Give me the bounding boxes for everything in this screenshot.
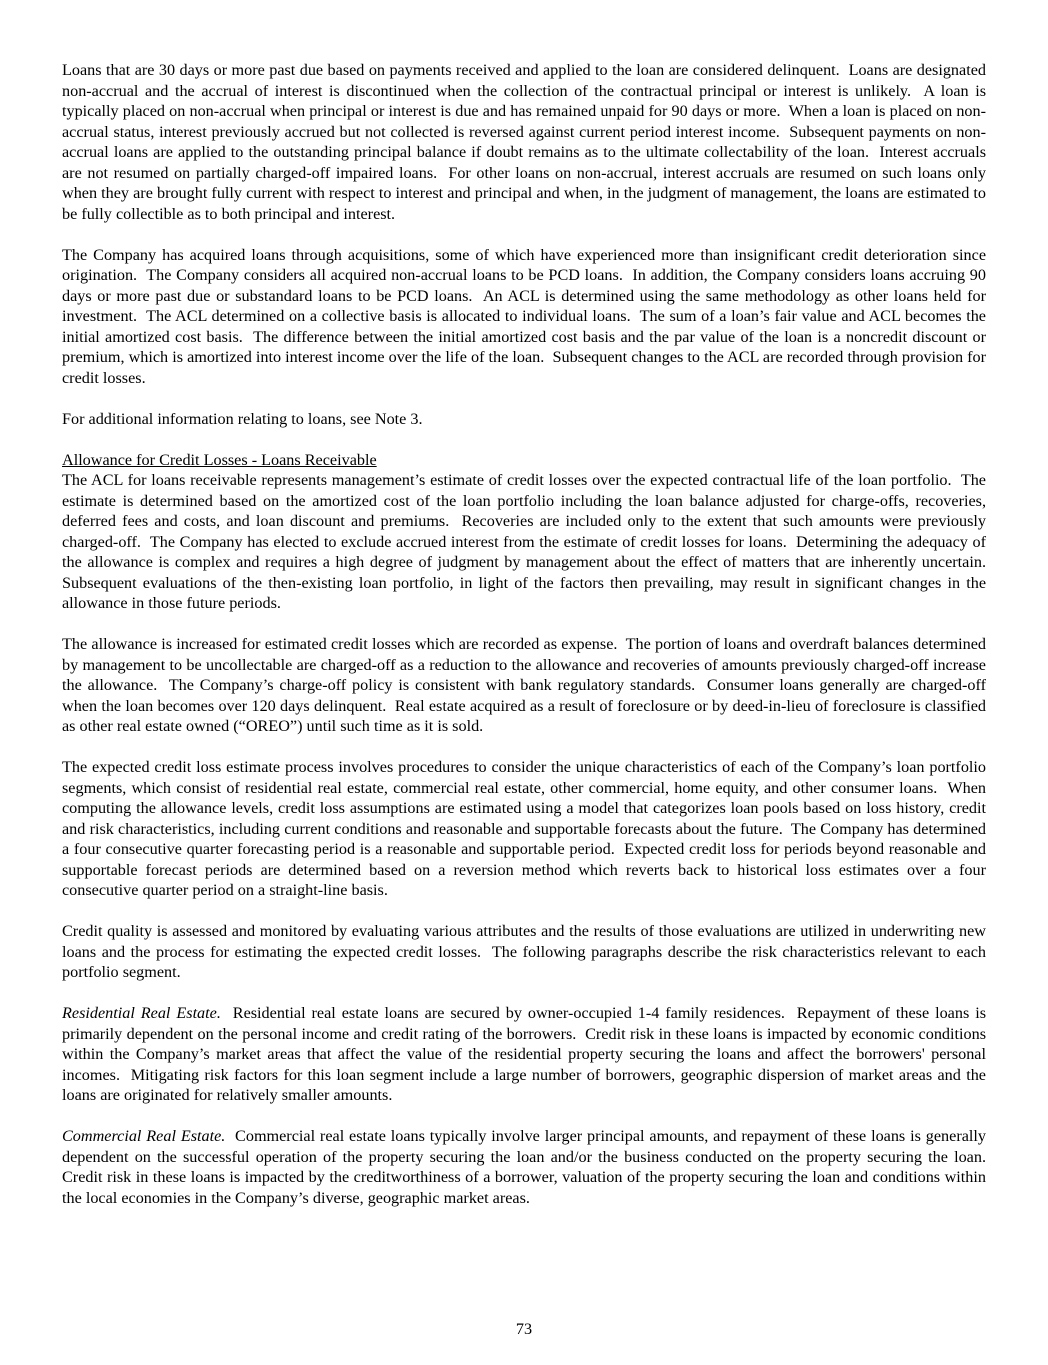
paragraph-pcd-loans: The Company has acquired loans through acquisitions, some of which have experienced more than insignificant credit deterioration since origination. The Company considers all acquired non-accrual loans to be PCD loans. In addition, the Company considers loans accruing 90 days or more past due or substandard loans to be PCD loans. An ACL is determined using the same methodology as other loans held for investment. The ACL determined on a collective basis is allocated to individual loans. The sum of a loan’s fair value and ACL becomes the initial amortized cost basis. The difference between the initial amortized cost basis and the par value of the loan is a noncredit discount or premium, which is amortized into interest income over the life of the loan. Subsequent changes to the ACL are recorded through provision for credit losses.	[62, 245, 991, 387]
page-number: 73	[515, 1319, 533, 1338]
commercial-real-estate-lead: Commercial Real Estate.	[62, 1127, 226, 1145]
paragraph-allowance-increase: The allowance is increased for estimated credit losses which are recorded as expense. The portion of loans and overdraft balances determined by management to be uncollectable are charged-off as a reduction to the allowance and recoveries of amounts previously charged-off increase the allowance. The Company’s charge-off policy is consistent with bank regulatory standards. Consumer loans generally are charged-off when the loan becomes over 120 days delinquent. Real estate acquired as a result of foreclosure or by deed-in-lieu of foreclosure is classified as other real estate owned (“OREO”) until such time as it is sold.	[62, 635, 991, 735]
residential-real-estate-lead: Residential Real Estate.	[62, 1004, 221, 1022]
section-heading-allowance-for-credit-losses: Allowance for Credit Losses - Loans Receivable	[62, 450, 377, 469]
paragraph-note-reference: For additional information relating to loans, see Note 3.	[62, 409, 423, 428]
paragraph-credit-quality: Credit quality is assessed and monitored by evaluating various attributes and the results of those evaluations are utilized in underwriting new loans and the process for estimating the expected credit losses. The following paragraphs describe the risk characteristics relevant to each portfolio segment.	[62, 922, 991, 981]
paragraph-delinquent-loans: Loans that are 30 days or more past due based on payments received and applied to the loan are considered delinquent. Loans are designated non-accrual and the accrual of interest is discontinued when the collection of the contractual principal or interest is unlikely. A loan is typically placed on non-accrual when principal or interest is due and has remained unpaid for 90 days or more. When a loan is placed on non-accrual status, interest previously accrued but not collected is reversed against current period interest income. Subsequent payments on non-accrual loans are applied to the outstanding principal balance if doubt remains as to the ultimate collectability of the loan. Interest accruals are not resumed on partially charged-off impaired loans. For other loans on non-accrual, interest accruals are resumed on such loans only when they are brought fully current with respect to interest and principal and when, in the judgment of management, the loans are estimated to be fully collectible as to both principal and interest.	[62, 61, 991, 223]
paragraph-acl-estimate: The ACL for loans receivable represents management’s estimate of credit losses over the expected contractual life of the loan portfolio. The estimate is determined based on the amortized cost of the loan portfolio including the loan balance adjusted for charge-offs, recoveries, deferred fees and costs, and loan discount and premiums. Recoveries are included only to the extent that such amounts were previously charged-off. The Company has elected to exclude accrued interest from the estimate of credit losses for loans. Determining the adequacy of the allowance is complex and requires a high degree of judgment by management about the effect of matters that are inherently uncertain. Subsequent evaluations of the then-existing loan portfolio, in light of the factors then prevailing, may result in significant changes in the allowance in those future periods.	[62, 471, 995, 612]
paragraph-expected-credit-loss-process: The expected credit loss estimate process involves procedures to consider the unique characteristics of each of the Company’s loan portfolio segments, which consist of residential real estate, commercial real estate, other commercial, home equity, and other consumer loans. When computing the allowance levels, credit loss assumptions are estimated using a model that categorizes loan pools based on loss history, credit and risk characteristics, including current conditions and reasonable and supportable forecasts about the future. The Company has determined a four consecutive quarter forecasting period is a reasonable and supportable period. Expected credit loss for periods beyond reasonable and supportable forecast periods are determined based on a reversion method which reverts back to historical loss estimates over a four consecutive quarter period on a straight-line basis.	[62, 758, 991, 899]
residential-real-estate-text: Residential real estate loans are secured by owner-occupied 1-4 family residences. Repayment of these loans is primarily dependent on the personal income and credit rating of the borrowers. Credit risk in these loans is impacted by economic conditions within the Company’s market areas that affect the value of the residential property securing the loans and affect the borrowers' personal incomes. Mitigating risk factors for this loan segment include a large number of borrowers, geographic dispersion of market areas and the loans are originated for relatively smaller amounts.	[62, 1004, 991, 1104]
paragraph-commercial-real-estate	[62, 1126, 995, 1208]
paragraph-residential-real-estate	[62, 1003, 991, 1106]
commercial-real-estate-text: Commercial real estate loans typically involve larger principal amounts, and repayment of these loans is generally dependent on the successful operation of the property securing the loan and/or the business conducted on the property securing the loan. Credit risk in these loans is impacted by the creditworthiness of a borrower, valuation of the property securing the loan and conditions within the local economies in the Company’s diverse, geographic market areas.	[62, 1127, 995, 1207]
